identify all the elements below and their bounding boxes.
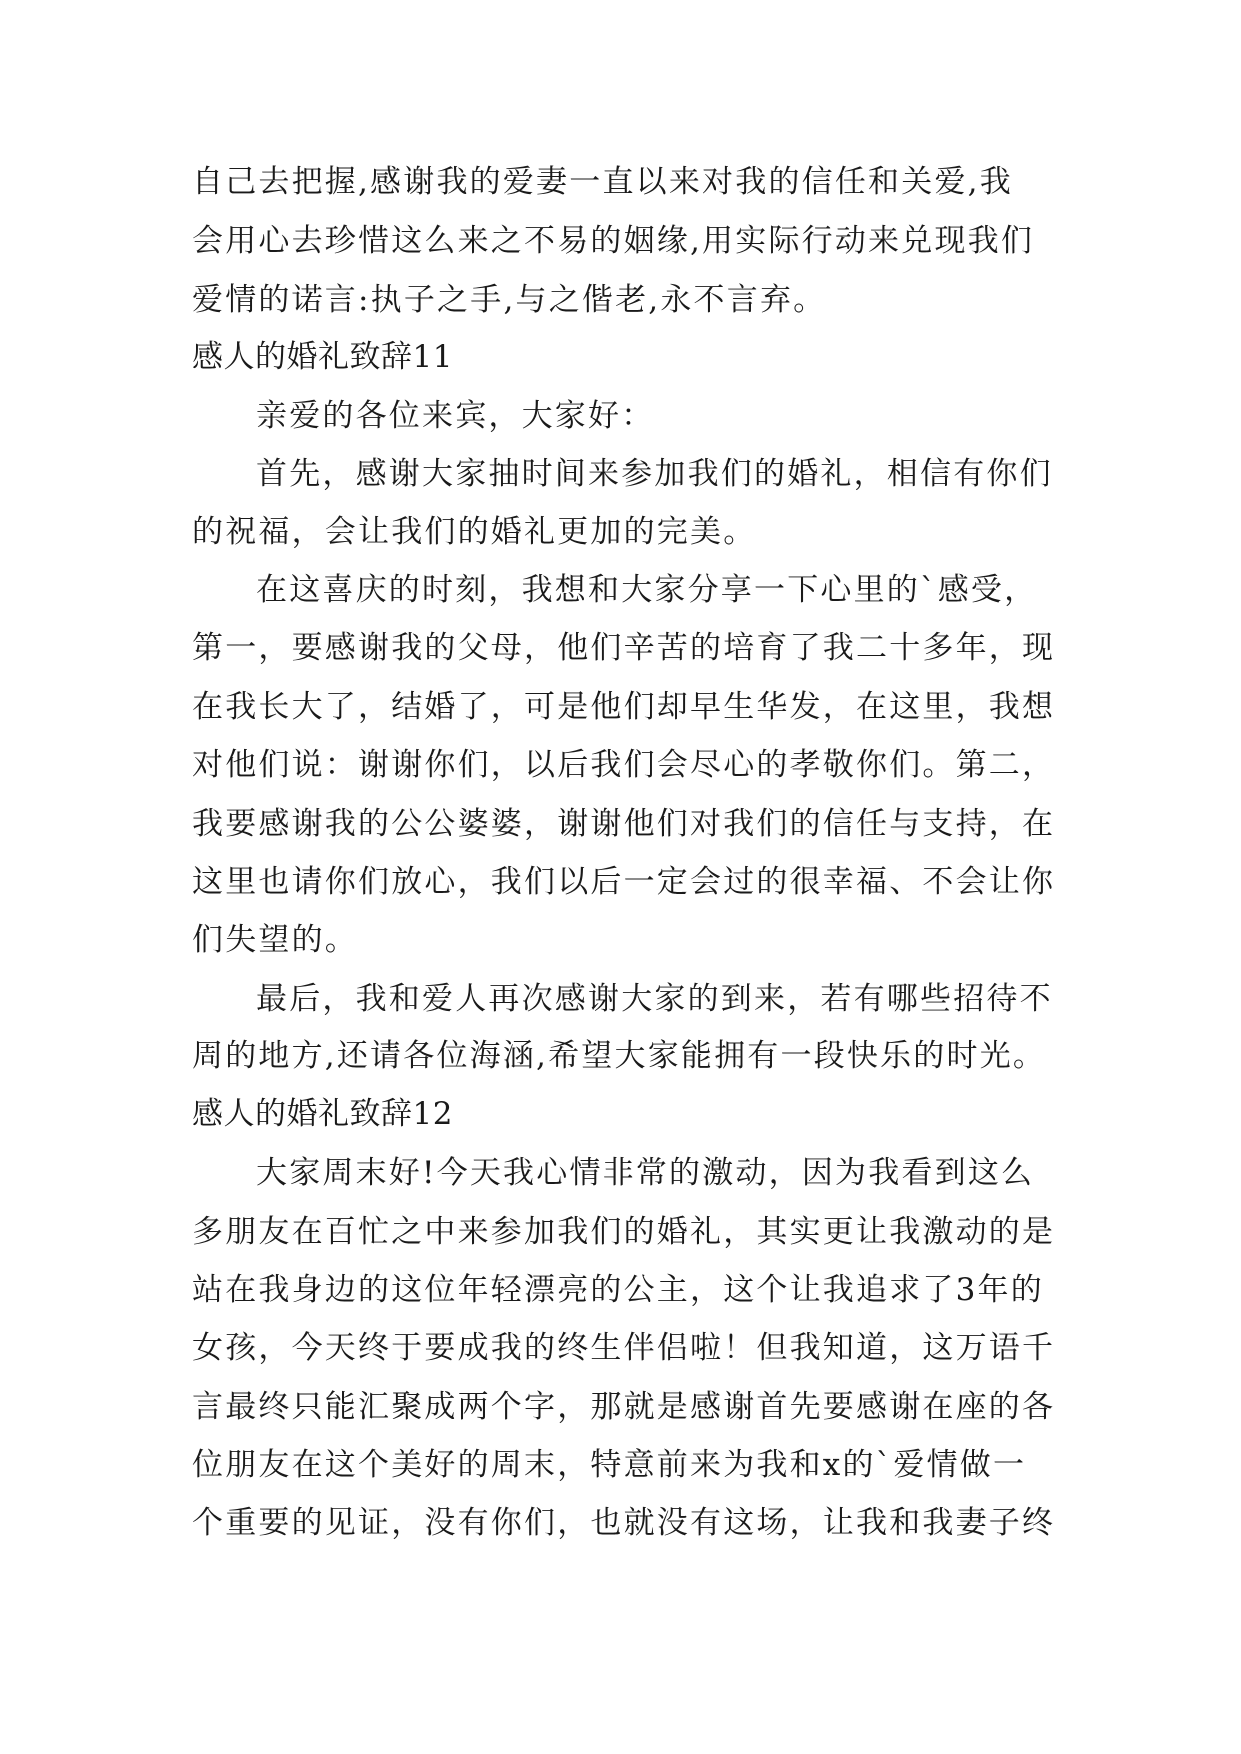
paragraph-line: 的祝福，会让我们的婚礼更加的完美。: [192, 514, 757, 550]
paragraph-line: 言最终只能汇聚成两个字，那就是感谢首先要感谢在座的各: [192, 1389, 1056, 1425]
paragraph-line: 第一，要感谢我的父母，他们辛苦的培育了我二十多年，现: [192, 630, 1056, 666]
paragraph-line: 我要感谢我的公公婆婆，谢谢他们对我们的信任与支持，在: [192, 806, 1056, 842]
paragraph-line: 周的地方,还请各位海涵,希望大家能拥有一段快乐的时光。: [192, 1038, 1047, 1074]
greeting-line: 亲爱的各位来宾，大家好：: [256, 398, 655, 434]
paragraph-line: 大家周末好!今天我心情非常的激动，因为我看到这么: [256, 1155, 1035, 1191]
paragraph-line: 最后，我和爱人再次感谢大家的到来，若有哪些招待不: [256, 981, 1053, 1017]
paragraph-line: 个重要的见证，没有你们，也就没有这场，让我和我妻子终: [192, 1505, 1056, 1541]
text-line: 自己去把握,感谢我的爱妻一直以来对我的信任和关爱,我: [192, 164, 1013, 200]
paragraph-line: 们失望的。: [192, 922, 358, 958]
paragraph-line: 首先，感谢大家抽时间来参加我们的婚礼，相信有你们: [256, 456, 1053, 492]
section-heading: 感人的婚礼致辞11: [192, 339, 453, 375]
paragraph-line: 位朋友在这个美好的周末，特意前来为我和x的`爱情做一: [192, 1447, 1027, 1483]
paragraph-line: 女孩，今天终于要成我的终生伴侣啦！但我知道，这万语千: [192, 1330, 1056, 1366]
text-line: 爱情的诺言:执子之手,与之偕老,永不言弃。: [192, 282, 827, 318]
text-line: 会用心去珍惜这么来之不易的姻缘,用实际行动来兑现我们: [192, 223, 1035, 259]
paragraph-line: 这里也请你们放心，我们以后一定会过的很幸福、不会让你: [192, 864, 1056, 900]
paragraph-line: 在我长大了，结婚了，可是他们却早生华发，在这里，我想: [192, 689, 1056, 725]
paragraph-line: 对他们说：谢谢你们，以后我们会尽心的孝敬你们。第二，: [192, 747, 1056, 783]
paragraph-line: 站在我身边的这位年轻漂亮的公主，这个让我追求了3年的: [192, 1272, 1044, 1308]
paragraph-line: 多朋友在百忙之中来参加我们的婚礼，其实更让我激动的是: [192, 1214, 1056, 1250]
paragraph-line: 在这喜庆的时刻，我想和大家分享一下心里的`感受，: [256, 572, 1038, 608]
section-heading: 感人的婚礼致辞12: [192, 1096, 453, 1132]
